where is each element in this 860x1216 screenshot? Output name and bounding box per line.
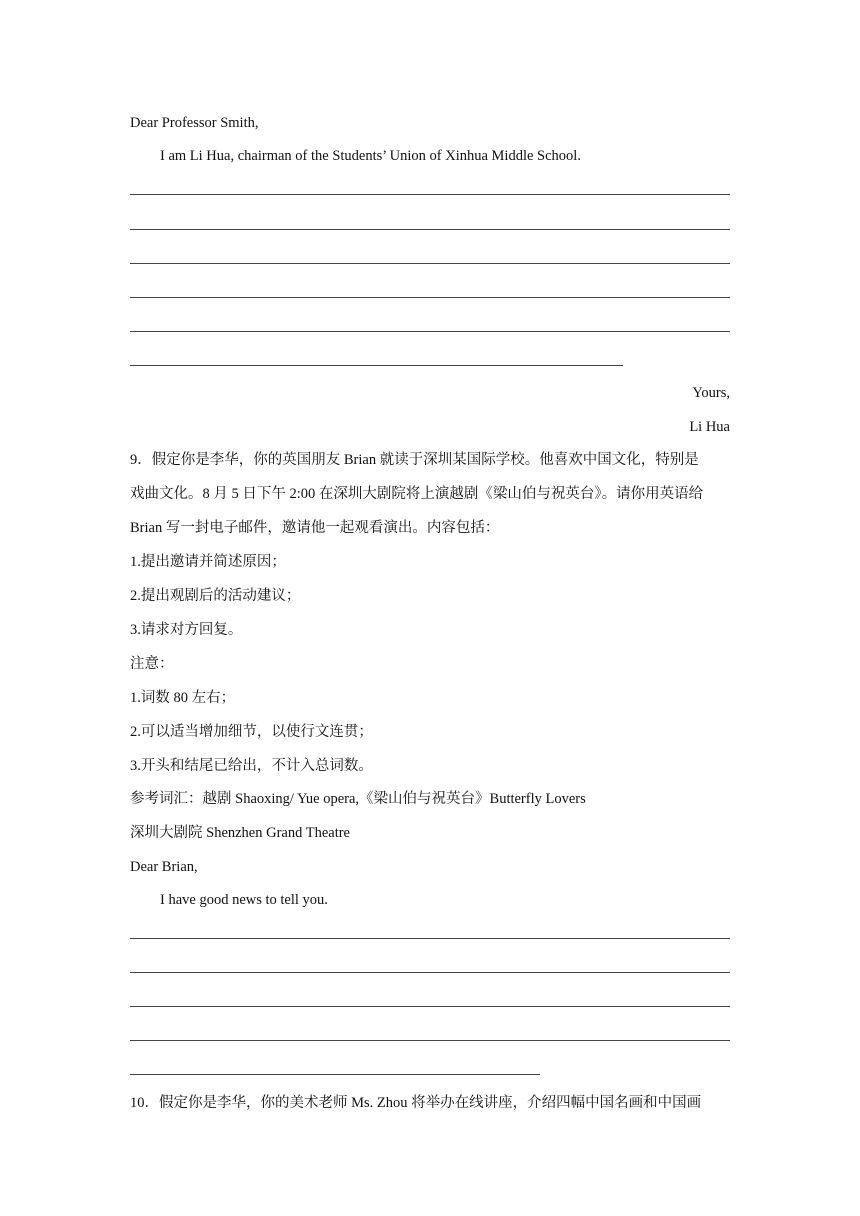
answer-line bbox=[130, 331, 730, 332]
answer-line bbox=[130, 972, 730, 973]
q9-note: 1.词数 80 左右； bbox=[130, 690, 236, 706]
answer-line bbox=[130, 297, 730, 298]
q9-note: 3.开头和结尾已给出，不计入总词数。 bbox=[130, 758, 373, 774]
q9-prompt-line3: Brian 写一封电子邮件，邀请他一起观看演出。内容包括： bbox=[130, 520, 500, 536]
letter1-closing: Yours, bbox=[692, 385, 730, 401]
q9-item: 1.提出邀请并简述原因； bbox=[130, 554, 286, 570]
letter1-opening: I am Li Hua, chairman of the Students’ Union of Xinhua Middle School. bbox=[160, 148, 581, 164]
answer-line bbox=[130, 263, 730, 264]
q9-vocab-line2: 深圳大剧院 Shenzhen Grand Theatre bbox=[130, 825, 350, 841]
answer-line bbox=[130, 1040, 730, 1041]
q10-prompt-line1: 10．假定你是李华，你的美术老师 Ms. Zhou 将举办在线讲座，介绍四幅中国名画和中国画 bbox=[130, 1095, 702, 1111]
q9-prompt-line2: 戏曲文化。8 月 5 日下午 2:00 在深圳大剧院将上演越剧《梁山伯与祝英台》。请你用英语给 bbox=[130, 486, 704, 502]
answer-line-short bbox=[130, 1074, 540, 1075]
q9-notes-label: 注意： bbox=[130, 656, 174, 672]
letter1-signature: Li Hua bbox=[689, 419, 730, 435]
q9-item: 2.提出观剧后的活动建议； bbox=[130, 588, 301, 604]
q9-opening: I have good news to tell you. bbox=[160, 892, 328, 908]
q9-vocab-line1: 参考词汇：越剧 Shaoxing/ Yue opera,《梁山伯与祝英台》Butterfly Lovers bbox=[130, 791, 586, 807]
answer-line bbox=[130, 194, 730, 195]
q9-note: 2.可以适当增加细节，以使行文连贯； bbox=[130, 724, 373, 740]
q9-prompt-line1: 9．假定你是李华，你的英国朋友 Brian 就读于深圳某国际学校。他喜欢中国文化，特别是 bbox=[130, 452, 699, 468]
answer-line bbox=[130, 1006, 730, 1007]
answer-line bbox=[130, 229, 730, 230]
q9-salutation: Dear Brian, bbox=[130, 859, 198, 875]
letter1-salutation: Dear Professor Smith, bbox=[130, 115, 259, 131]
answer-line bbox=[130, 938, 730, 939]
answer-line-short bbox=[130, 365, 623, 366]
q9-item: 3.请求对方回复。 bbox=[130, 622, 243, 638]
